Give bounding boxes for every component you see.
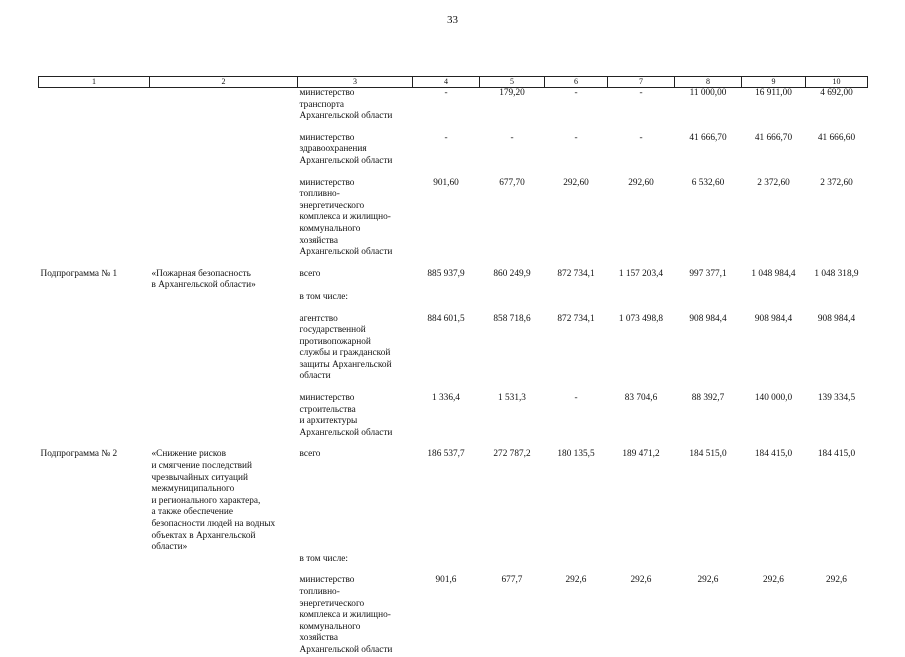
program-name-cell-line: в Архангельской области» xyxy=(151,280,256,291)
value-cell: 292,6 xyxy=(565,575,587,586)
row-spacer-cell xyxy=(39,259,868,269)
value-cell: 4 692,00 xyxy=(820,88,853,98)
executor-cell-line: транспорта xyxy=(299,99,345,110)
value-cell: 189 471,2 xyxy=(622,449,660,460)
value-cell: - xyxy=(639,132,643,143)
executor-cell xyxy=(298,88,413,123)
value-cell: 41 666,70 xyxy=(754,132,793,143)
executor-cell-line: Архангельской области xyxy=(299,155,393,166)
table-row xyxy=(39,88,868,123)
table-row xyxy=(39,575,868,656)
column-header: 3 xyxy=(298,77,413,88)
value-cell xyxy=(742,292,806,304)
value-cell xyxy=(806,554,868,566)
column-header: 10 xyxy=(806,77,868,88)
executor-cell-line: Архангельской области xyxy=(299,247,393,258)
executor-cell-line: министерство xyxy=(299,88,355,98)
value-cell: - xyxy=(574,132,578,143)
executor-cell-line: топливно- xyxy=(299,189,340,200)
program-cell xyxy=(39,393,150,439)
value-cell: 901,6 xyxy=(435,575,457,586)
value-cell xyxy=(806,292,868,304)
program-cell: Подпрограмма № 1 xyxy=(40,268,118,279)
executor-cell-line: противопожарной xyxy=(299,336,371,347)
program-name-cell xyxy=(150,554,298,566)
row-spacer-cell xyxy=(39,304,868,314)
program-cell xyxy=(39,554,150,566)
value-cell: 88 392,7 xyxy=(691,393,725,404)
value-cell: 186 537,7 xyxy=(427,449,465,460)
value-cell: - xyxy=(574,88,578,98)
row-spacer xyxy=(39,304,868,314)
executor-cell xyxy=(298,178,413,259)
program-name-cell-line: а также обеспечение xyxy=(151,507,234,518)
table-row xyxy=(39,393,868,439)
value-cell: 180 135,5 xyxy=(557,449,595,460)
executor-cell-line: хозяйства xyxy=(299,235,338,246)
value-cell xyxy=(675,292,742,304)
value-cell xyxy=(742,554,806,566)
value-cell: 885 937,9 xyxy=(427,268,465,279)
row-spacer-cell xyxy=(39,168,868,178)
executor-cell-line: всего xyxy=(299,449,321,460)
value-cell: 1 048 318,9 xyxy=(814,268,859,279)
value-cell: 11 000,00 xyxy=(689,88,727,98)
row-spacer-cell xyxy=(39,123,868,133)
executor-cell xyxy=(298,449,413,553)
table-row xyxy=(39,292,868,304)
program-cell xyxy=(39,178,150,259)
value-cell: 2 372,60 xyxy=(757,177,790,188)
table-row xyxy=(39,269,868,292)
executor-cell-line: хозяйства xyxy=(299,633,338,644)
table-row xyxy=(39,133,868,168)
table-body xyxy=(39,88,868,657)
program-name-cell-line: чрезвычайных ситуаций xyxy=(151,472,248,483)
row-spacer xyxy=(39,439,868,449)
value-cell: 1 157 203,4 xyxy=(618,268,664,279)
program-name-cell-line: области» xyxy=(151,542,188,553)
value-cell xyxy=(545,554,608,566)
program-name-cell xyxy=(150,393,298,439)
executor-cell-line: в том числе: xyxy=(299,291,348,302)
value-cell xyxy=(480,292,545,304)
value-cell xyxy=(545,292,608,304)
executor-cell-line: агентство xyxy=(299,313,338,324)
value-cell: 179,20 xyxy=(499,88,525,98)
executor-cell xyxy=(298,292,413,304)
value-cell: 1 336,4 xyxy=(432,393,460,404)
budget-table xyxy=(38,76,868,657)
value-cell: - xyxy=(444,88,448,98)
value-cell xyxy=(413,292,480,304)
executor-cell-line: энергетического xyxy=(299,200,365,211)
value-cell: 272 787,2 xyxy=(493,449,531,460)
program-name-cell xyxy=(150,133,298,168)
executor-cell-line: Архангельской области xyxy=(299,644,393,655)
value-cell: 83 704,6 xyxy=(624,393,658,404)
column-header: 6 xyxy=(545,77,608,88)
value-cell: 860 249,9 xyxy=(493,268,531,279)
program-name-cell xyxy=(150,178,298,259)
program-name-cell xyxy=(150,88,298,123)
table-row xyxy=(39,554,868,566)
executor-cell-line: государственной xyxy=(299,325,366,336)
value-cell: 184 415,0 xyxy=(817,449,856,460)
program-name-cell-line: «Снижение рисков xyxy=(151,449,226,460)
value-cell: 184 515,0 xyxy=(689,449,727,460)
page-number: 33 xyxy=(447,14,458,26)
value-cell: 292,6 xyxy=(826,575,847,586)
executor-cell-line: Архангельской области xyxy=(299,111,393,122)
program-cell xyxy=(39,88,150,123)
column-header: 7 xyxy=(608,77,675,88)
value-cell: 677,70 xyxy=(499,177,525,188)
value-cell: 184 415,0 xyxy=(754,449,793,460)
column-header: 5 xyxy=(480,77,545,88)
program-name-cell-line: и смягчение последствий xyxy=(151,461,252,472)
column-header: 9 xyxy=(742,77,806,88)
value-cell: 1 048 984,4 xyxy=(751,268,796,279)
program-cell xyxy=(39,133,150,168)
program-cell xyxy=(39,575,150,656)
value-cell: 858 718,6 xyxy=(493,313,531,324)
value-cell: 140 000,0 xyxy=(754,393,793,404)
column-header: 2 xyxy=(150,77,298,88)
value-cell: 1 531,3 xyxy=(498,393,526,404)
row-spacer xyxy=(39,565,868,575)
executor-cell xyxy=(298,133,413,168)
value-cell: 292,6 xyxy=(763,575,784,586)
executor-cell-line: области xyxy=(299,371,331,382)
executor-cell-line: энергетического xyxy=(299,598,365,609)
value-cell xyxy=(608,554,675,566)
executor-cell-line: комплекса и жилищно- xyxy=(299,610,391,621)
value-cell: 1 073 498,8 xyxy=(618,313,664,324)
row-spacer-cell xyxy=(39,439,868,449)
executor-cell-line: коммунального xyxy=(299,223,361,234)
row-spacer-cell xyxy=(39,565,868,575)
program-name-cell xyxy=(150,292,298,304)
row-spacer xyxy=(39,123,868,133)
value-cell: 292,6 xyxy=(630,575,652,586)
row-spacer xyxy=(39,168,868,178)
column-header: 8 xyxy=(675,77,742,88)
value-cell: 139 334,5 xyxy=(817,393,856,404)
program-name-cell-line: объектах в Архангельской xyxy=(151,530,256,541)
value-cell xyxy=(480,554,545,566)
table-row xyxy=(39,178,868,259)
value-cell xyxy=(608,292,675,304)
value-cell: - xyxy=(639,88,643,98)
program-name-cell-line: «Пожарная безопасность xyxy=(151,268,251,279)
program-name-cell xyxy=(150,449,298,553)
executor-cell-line: Архангельской области xyxy=(299,427,393,438)
executor-cell-line: и архитектуры xyxy=(299,416,358,427)
executor-cell-line: здравоохранения xyxy=(299,144,367,155)
row-spacer-cell xyxy=(39,383,868,393)
value-cell: 908 984,4 xyxy=(754,313,793,324)
table-row xyxy=(39,449,868,553)
table-row xyxy=(39,314,868,384)
column-number-header xyxy=(39,77,868,88)
value-cell: 997 377,1 xyxy=(689,268,727,279)
value-cell: 908 984,4 xyxy=(689,313,727,324)
value-cell: 901,60 xyxy=(433,177,459,188)
executor-cell-line: в том числе: xyxy=(299,553,348,564)
program-cell: Подпрограмма № 2 xyxy=(40,449,118,460)
value-cell: - xyxy=(574,393,578,404)
executor-cell-line: министерство xyxy=(299,132,355,143)
program-name-cell xyxy=(150,575,298,656)
value-cell: 6 532,60 xyxy=(691,177,725,188)
program-name-cell-line: межмуниципального xyxy=(151,484,235,495)
value-cell: 884 601,5 xyxy=(427,313,465,324)
executor-cell-line: министерство xyxy=(299,177,355,188)
column-header: 1 xyxy=(39,77,150,88)
program-name-cell xyxy=(150,269,298,292)
executor-cell xyxy=(298,393,413,439)
value-cell: 16 911,00 xyxy=(755,88,792,98)
executor-cell-line: коммунального xyxy=(299,621,361,632)
value-cell: 908 984,4 xyxy=(817,313,856,324)
program-name-cell-line: безопасности людей на водных xyxy=(151,519,276,529)
row-spacer xyxy=(39,259,868,269)
value-cell xyxy=(675,554,742,566)
value-cell: 677,7 xyxy=(501,575,523,586)
executor-cell-line: министерство xyxy=(299,393,355,404)
executor-cell-line: министерство xyxy=(299,575,355,586)
value-cell: 2 372,60 xyxy=(820,177,853,188)
value-cell: - xyxy=(444,132,448,143)
value-cell: 292,6 xyxy=(697,575,719,586)
executor-cell-line: топливно- xyxy=(299,586,340,597)
value-cell: 41 666,70 xyxy=(689,132,727,143)
value-cell: 872 734,1 xyxy=(557,268,595,279)
executor-cell xyxy=(298,269,413,292)
program-cell xyxy=(39,292,150,304)
value-cell: - xyxy=(510,132,514,143)
value-cell: 872 734,1 xyxy=(557,313,595,324)
executor-cell-line: строительства xyxy=(299,404,356,415)
executor-cell-line: службы и гражданской xyxy=(299,348,391,359)
executor-cell-line: комплекса и жилищно- xyxy=(299,212,391,223)
executor-cell xyxy=(298,575,413,656)
value-cell xyxy=(413,554,480,566)
value-cell: 41 666,60 xyxy=(817,132,856,143)
executor-cell-line: защиты Архангельской xyxy=(299,359,392,370)
value-cell: 292,60 xyxy=(563,177,589,188)
program-name-cell-line: и регионального характера, xyxy=(151,495,261,506)
program-cell xyxy=(39,314,150,384)
column-header: 4 xyxy=(413,77,480,88)
executor-cell xyxy=(298,554,413,566)
executor-cell-line: всего xyxy=(299,268,321,279)
program-name-cell xyxy=(150,314,298,384)
row-spacer xyxy=(39,383,868,393)
value-cell: 292,60 xyxy=(628,177,654,188)
executor-cell xyxy=(298,314,413,384)
